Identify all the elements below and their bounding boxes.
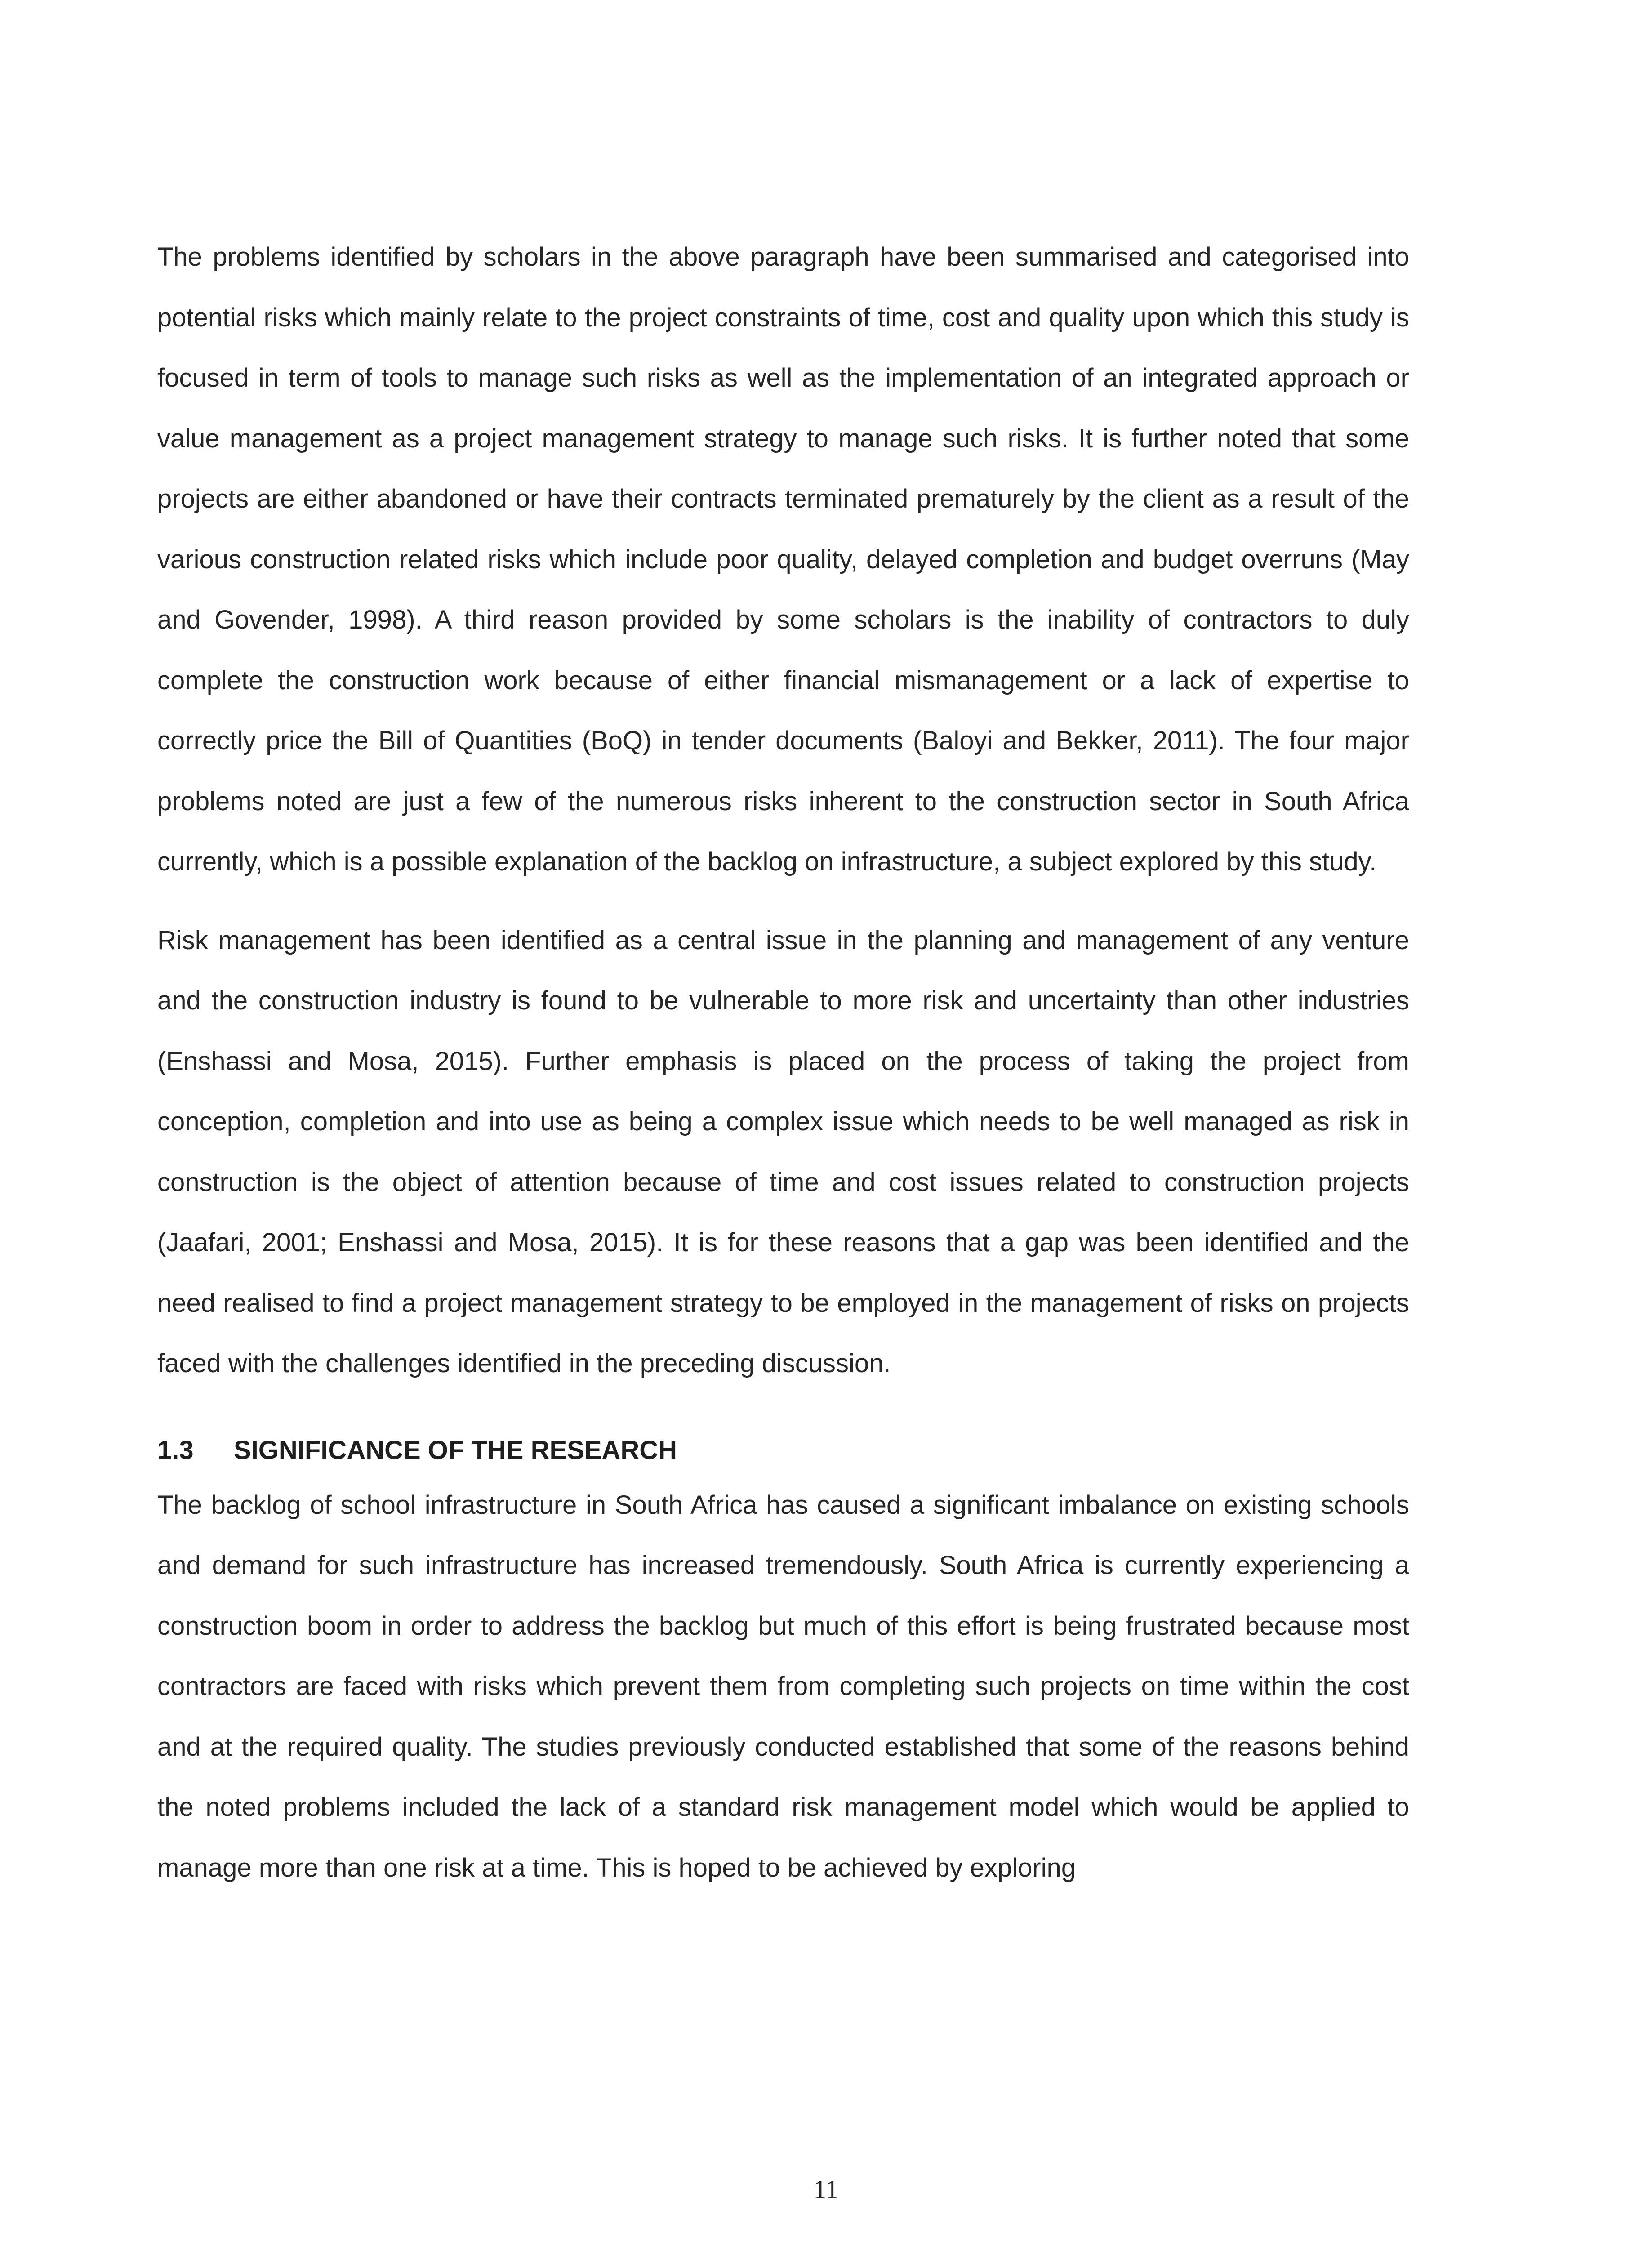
section-heading bbox=[157, 1426, 1409, 1475]
section-paragraph: The backlog of school infrastructure in South Africa has caused a significant imbalance on existing schools and demand for such infrastructure has increased tremendously. South Africa is currently experiencing a construction boom in order to address the backlog but much of this effort is being frustrated because most contractors are faced with risks which prevent them from completing such projects on time within the cost and at the required quality. The studies previously conducted established that some of the reasons behind the noted problems included the lack of a standard risk management model which would be applied to manage more than one risk at a time. This is hoped to be achieved by exploring bbox=[157, 1490, 1409, 1882]
page-number: 11 bbox=[813, 2175, 839, 2204]
body-paragraph-2: Risk management has been identified as a central issue in the planning and management of any venture and the construction industry is found to be vulnerable to more risk and uncertainty than other industries (Enshassi and Mosa, 2015). Further emphasis is placed on the process of taking the project from conception, completion and into use as being a complex issue which needs to be well managed as risk in construction is the object of attention because of time and cost issues related to construction projects (Jaafari, 2001; Enshassi and Mosa, 2015). It is for these reasons that a gap was been identified and the need realised to find a project management strategy to be employed in the management of risks on projects faced with the challenges identified in the preceding discussion. bbox=[157, 925, 1409, 1378]
page-content bbox=[157, 227, 1409, 1898]
section-title: SIGNIFICANCE OF THE RESEARCH bbox=[234, 1435, 677, 1465]
body-paragraph-1: The problems identified by scholars in the above paragraph have been summarised and categorised into potential risks which mainly relate to the project constraints of time, cost and quality upon which this study is focused in term of tools to manage such risks as well as the implementation of an integrated approach or value management as a project management strategy to manage such risks. It is further noted that some projects are either abandoned or have their contracts terminated prematurely by the client as a result of the various construction related risks which include poor quality, delayed completion and budget overruns (May and Govender, 1998). A third reason provided by some scholars is the inability of contractors to duly complete the construction work because of either financial mismanagement or a lack of expertise to correctly price the Bill of Quantities (BoQ) in tender documents (Baloyi and Bekker, 2011). The four major problems noted are just a few of the numerous risks inherent to the construction sector in South Africa currently, which is a possible explanation of the backlog on infrastructure, a subject explored by this study. bbox=[157, 242, 1409, 876]
section-number: 1.3 bbox=[157, 1435, 194, 1465]
